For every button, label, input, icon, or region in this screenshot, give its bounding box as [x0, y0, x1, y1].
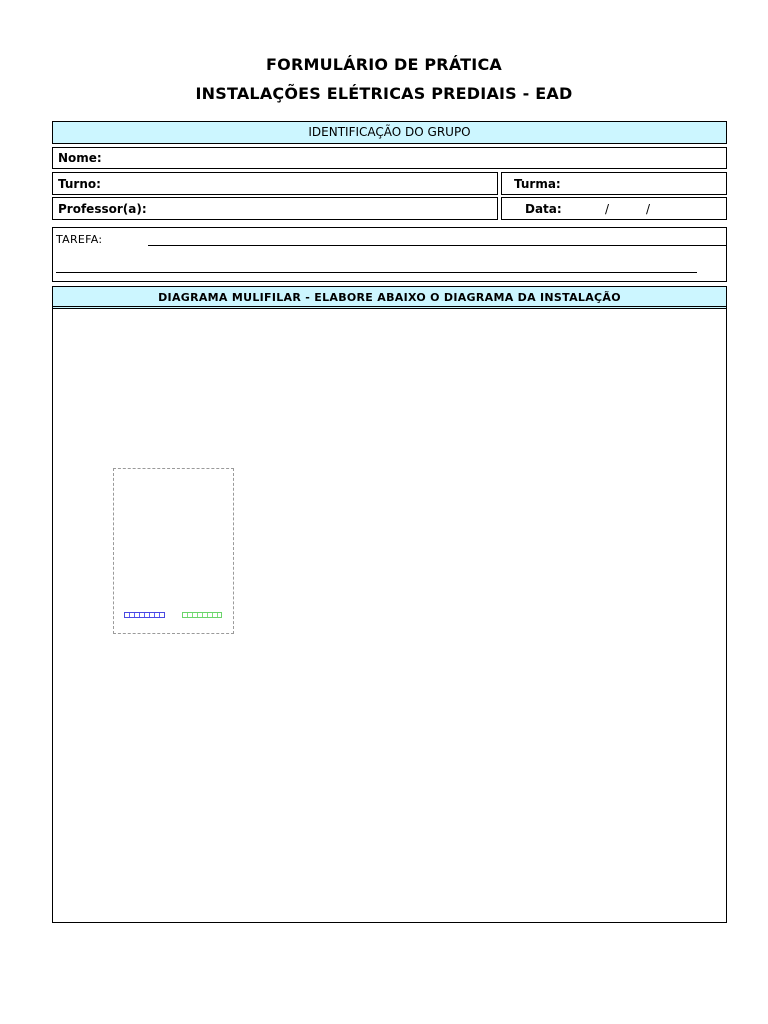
- group-identification-label: IDENTIFICAÇÃO DO GRUPO: [308, 125, 471, 139]
- group-identification-header: [52, 121, 727, 144]
- date-field[interactable]: [501, 197, 727, 220]
- name-field[interactable]: [52, 147, 727, 169]
- date-separator-month-year: /: [646, 202, 651, 216]
- teacher-label: Professor(a):: [58, 202, 147, 216]
- date-separator-day-month: /: [605, 202, 610, 216]
- task-answer-line-2: [56, 272, 697, 273]
- shift-field[interactable]: [52, 172, 498, 195]
- shift-label: Turno:: [58, 177, 101, 191]
- form-subtitle: INSTALAÇÕES ELÉTRICAS PREDIAIS - EAD: [195, 84, 573, 103]
- thumbnail-green-strip: [182, 612, 222, 618]
- task-field[interactable]: [52, 227, 727, 282]
- task-answer-line-1: [148, 245, 726, 246]
- class-label: Turma:: [514, 177, 561, 191]
- thumbnail-blue-strip: [124, 612, 165, 618]
- teacher-field[interactable]: [52, 197, 498, 220]
- task-label: TAREFA:: [56, 233, 103, 246]
- form-title: FORMULÁRIO DE PRÁTICA: [266, 55, 502, 74]
- class-field[interactable]: [501, 172, 727, 195]
- date-label: Data:: [525, 202, 562, 216]
- embedded-diagram-thumbnail: [113, 468, 234, 634]
- diagram-section-label: DIAGRAMA MULIFILAR - ELABORE ABAIXO O DIAGRAMA DA INSTALAÇÃO: [158, 291, 621, 304]
- name-label: Nome:: [58, 151, 102, 165]
